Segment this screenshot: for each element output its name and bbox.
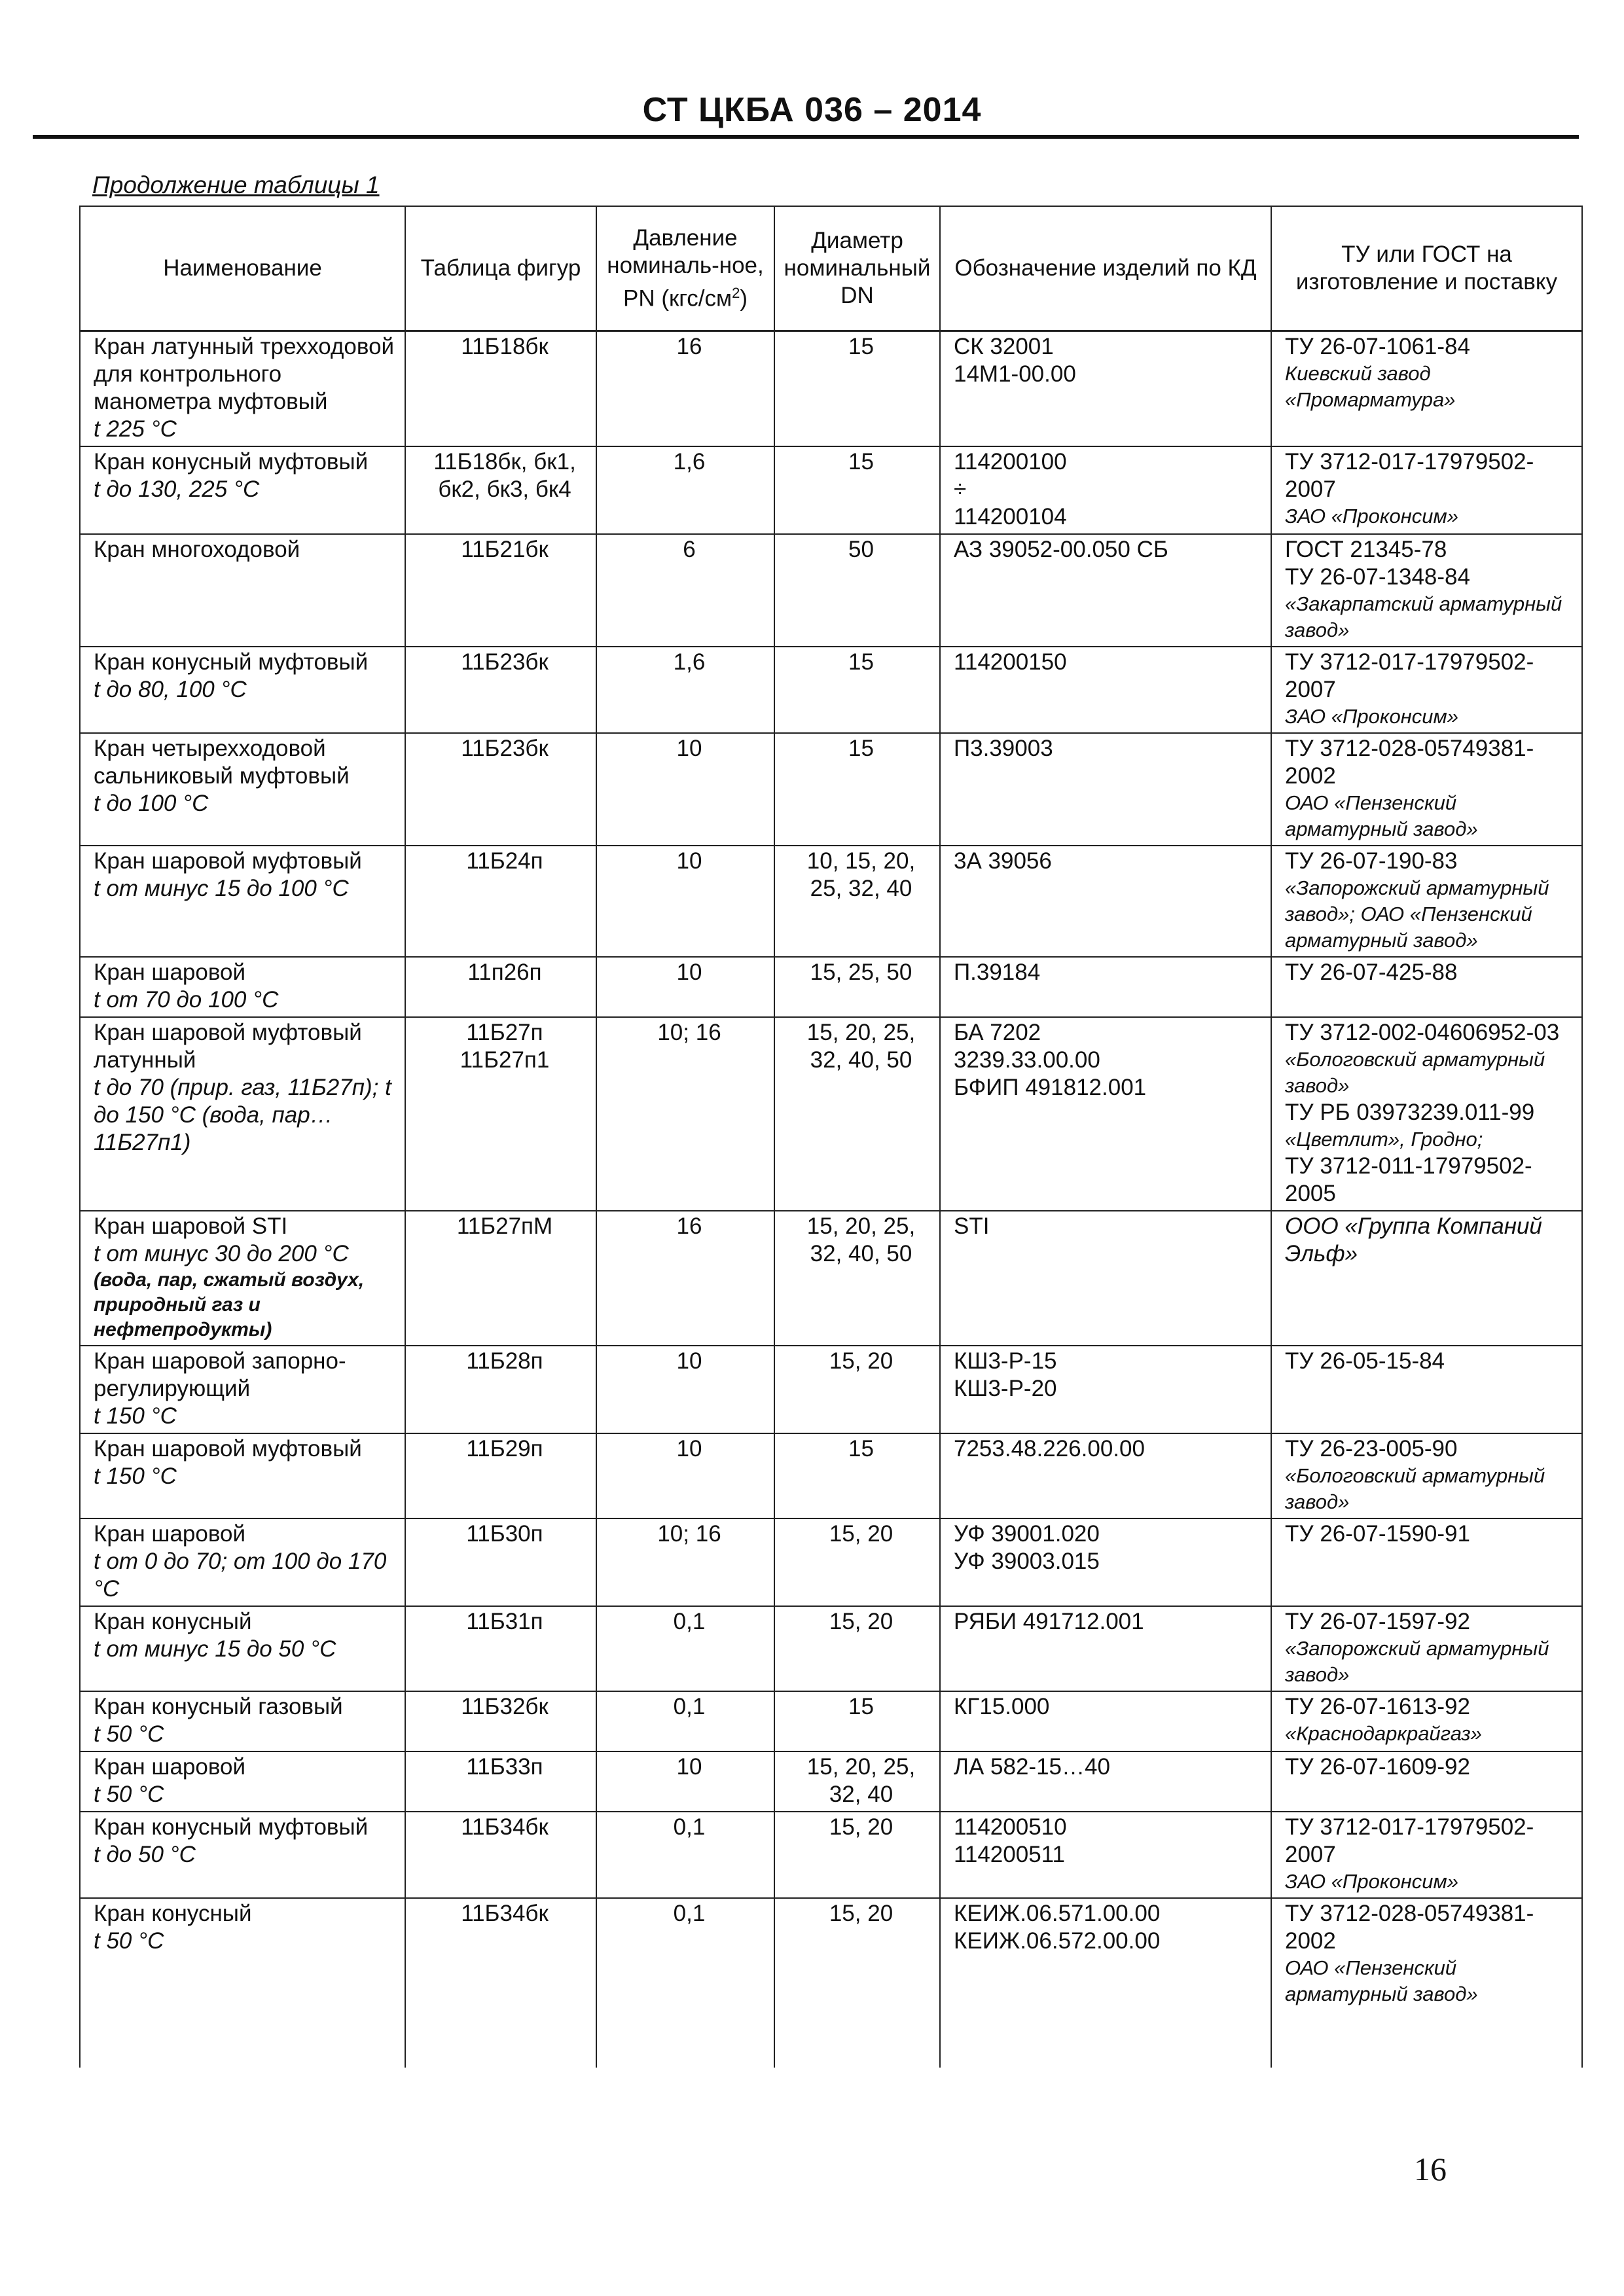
- cell-pressure: [596, 957, 774, 1017]
- table-row: [80, 733, 1582, 846]
- cell-pressure: [596, 534, 774, 647]
- pressure-value: 16: [676, 1213, 702, 1239]
- product-temperature: t от минус 15 до 100 °С: [94, 876, 349, 901]
- figure-code: 11Б23бк: [461, 736, 549, 761]
- table-row: [80, 957, 1582, 1017]
- designation-code: КГ15.000: [954, 1694, 1050, 1719]
- designation-code: ЛА 582-15…40: [954, 1754, 1110, 1780]
- cell-diameter: [774, 1812, 940, 1898]
- cell-diameter: [774, 1751, 940, 1812]
- cell-designation: [940, 846, 1271, 957]
- designation-code: 7253.48.226.00.00: [954, 1436, 1145, 1462]
- cell-name: [80, 1751, 405, 1812]
- cell-pressure: [596, 1211, 774, 1346]
- col-header-diameter: Диаметр номинальный DN: [774, 206, 940, 331]
- cell-designation: [940, 1691, 1271, 1751]
- diameter-value: 15, 20, 25, 32, 40, 50: [806, 1020, 916, 1073]
- cell-designation: [940, 331, 1271, 447]
- cell-standard: [1271, 1898, 1582, 2010]
- designation-code: 114200100: [954, 449, 1067, 475]
- manufacturer: ЗАО «Проконсим»: [1285, 1870, 1459, 1893]
- diameter-value: 15, 20: [829, 1521, 893, 1547]
- cell-pressure: [596, 446, 774, 534]
- diameter-value: 15: [848, 1436, 874, 1462]
- product-temperature: t 50 °С: [94, 1721, 164, 1747]
- manufacturer: ЗАО «Проконсим»: [1285, 505, 1459, 528]
- pressure-value: 1,6: [673, 449, 706, 475]
- manufacturer: «Цветлит», Гродно;: [1285, 1128, 1483, 1151]
- standard-code: ТУ 3712-017-17979502-2007: [1285, 1814, 1534, 1867]
- cell-figure: [405, 1606, 596, 1691]
- cell-name: [80, 1017, 405, 1211]
- standard-code: ТУ 3712-017-17979502-2007: [1285, 449, 1534, 502]
- designation-code: РЯБИ 491712.001: [954, 1609, 1144, 1634]
- cell-name: [80, 534, 405, 647]
- cell-figure: [405, 733, 596, 846]
- cell-standard: [1271, 733, 1582, 846]
- pressure-value: 1,6: [673, 649, 706, 675]
- table-row: [80, 446, 1582, 534]
- cell-standard: [1271, 1691, 1582, 1751]
- product-name: Кран латунный трехходовой для контрольного манометра муфтовый: [94, 334, 395, 414]
- standard-code: ТУ 3712-017-17979502-2007: [1285, 649, 1534, 702]
- cell-designation: [940, 957, 1271, 1017]
- figure-code: 11Б27пМ: [456, 1213, 553, 1239]
- designation-code: АЗ 39052-00.050 СБ: [954, 537, 1168, 562]
- cell-figure: [405, 1346, 596, 1433]
- empty-cell: [1271, 2010, 1582, 2068]
- cell-standard: [1271, 846, 1582, 957]
- manufacturer: ОАО «Пензенский арматурный завод»: [1285, 791, 1478, 840]
- table-body: [80, 331, 1582, 2068]
- cell-diameter: [774, 1518, 940, 1606]
- cell-standard: [1271, 1211, 1582, 1346]
- cell-designation: [940, 733, 1271, 846]
- cell-pressure: [596, 1606, 774, 1691]
- col-header-pressure-text: Давление номиналь-ное, PN (кгс/см: [607, 224, 764, 312]
- cell-diameter: [774, 1433, 940, 1518]
- diameter-value: 15: [848, 334, 874, 359]
- cell-diameter: [774, 1606, 940, 1691]
- manufacturer: ОАО «Пензенский арматурный завод»: [1285, 1956, 1478, 2005]
- empty-cell: [405, 2010, 596, 2068]
- table-caption: Продолжение таблицы 1: [92, 171, 380, 198]
- cell-designation: [940, 1433, 1271, 1518]
- standard-code: ТУ РБ 03973239.011-99: [1285, 1100, 1535, 1125]
- cell-pressure: [596, 1518, 774, 1606]
- col-header-standard: ТУ или ГОСТ на изготовление и поставку: [1271, 206, 1582, 331]
- standard-code: ТУ 26-07-1348-84: [1285, 564, 1470, 590]
- col-header-designation: Обозначение изделий по КД: [940, 206, 1271, 331]
- cell-figure: [405, 1812, 596, 1898]
- cell-name: [80, 647, 405, 733]
- product-temperature: t 50 °С: [94, 1928, 164, 1954]
- col-header-name: Наименование: [80, 206, 405, 331]
- cell-pressure: [596, 1812, 774, 1898]
- designation-code: 114200104: [954, 504, 1067, 529]
- cell-designation: [940, 1518, 1271, 1606]
- col-header-pressure-end: ): [740, 285, 748, 312]
- diameter-value: 15, 20, 25, 32, 40, 50: [806, 1213, 916, 1266]
- figure-code: 11Б29п: [466, 1436, 543, 1462]
- empty-cell: [80, 2010, 405, 2068]
- cell-figure: [405, 846, 596, 957]
- table-row: [80, 331, 1582, 447]
- figure-code: 11Б34бк: [461, 1901, 549, 1926]
- page-header-title: СТ ЦКБА 036 – 2014: [642, 91, 982, 129]
- product-name: Кран конусный газовый: [94, 1694, 343, 1719]
- pressure-value: 6: [683, 537, 696, 562]
- cell-diameter: [774, 846, 940, 957]
- pressure-value: 0,1: [673, 1814, 706, 1840]
- product-temperature: t до 70 (прир. газ, 11Б27п); t до 150 °С (вода, пар…11Б27п1): [94, 1075, 391, 1155]
- designation-code: 3239.33.00.00: [954, 1047, 1100, 1073]
- standard-code: ТУ 26-23-005-90: [1285, 1436, 1458, 1462]
- diameter-value: 10, 15, 20, 25, 32, 40: [806, 848, 916, 901]
- cell-designation: [940, 1606, 1271, 1691]
- designation-code: КЕИЖ.06.571.00.00: [954, 1901, 1161, 1926]
- cell-pressure: [596, 1751, 774, 1812]
- cell-designation: [940, 1346, 1271, 1433]
- cell-designation: [940, 1751, 1271, 1812]
- table-row: [80, 1433, 1582, 1518]
- standard-code: ТУ 26-07-1597-92: [1285, 1609, 1470, 1634]
- pressure-value: 0,1: [673, 1609, 706, 1634]
- pressure-value: 10: [676, 960, 702, 985]
- designation-code: УФ 39001.020: [954, 1521, 1100, 1547]
- cell-name: [80, 1211, 405, 1346]
- standard-code: ТУ 3712-011-17979502-2005: [1285, 1153, 1532, 1206]
- diameter-value: 15: [848, 1694, 874, 1719]
- standard-code: ТУ 3712-002-04606952-03: [1285, 1020, 1560, 1045]
- cell-diameter: [774, 647, 940, 733]
- table-row: [80, 534, 1582, 647]
- cell-diameter: [774, 331, 940, 447]
- pressure-value: 0,1: [673, 1901, 706, 1926]
- product-temperature: t от минус 30 до 200 °С: [94, 1241, 349, 1266]
- designation-code: 114200150: [954, 649, 1067, 675]
- manufacturer: «Бологовский арматурный завод»: [1285, 1464, 1545, 1513]
- designation-code: БА 7202: [954, 1020, 1041, 1045]
- designation-code: STI: [954, 1213, 990, 1239]
- designation-code: БФИП 491812.001: [954, 1075, 1147, 1100]
- table-row: [80, 1518, 1582, 1606]
- cell-designation: [940, 1812, 1271, 1898]
- cell-standard: [1271, 1346, 1582, 1433]
- cell-designation: [940, 647, 1271, 733]
- cell-diameter: [774, 1898, 940, 2010]
- product-temperature: t от минус 15 до 50 °С: [94, 1636, 336, 1662]
- pressure-value: 10; 16: [657, 1020, 721, 1045]
- manufacturer: «Краснодаркрайгаз»: [1285, 1722, 1482, 1745]
- cell-pressure: [596, 846, 774, 957]
- designation-code: 114200510: [954, 1814, 1067, 1840]
- designation-code: П.39184: [954, 960, 1041, 985]
- cell-standard: [1271, 534, 1582, 647]
- cell-name: [80, 331, 405, 447]
- designation-code: 14М1-00.00: [954, 361, 1076, 387]
- cell-standard: [1271, 1017, 1582, 1211]
- table-filler-row: [80, 2010, 1582, 2068]
- cell-standard: [1271, 1518, 1582, 1606]
- standard-code: ТУ 26-07-1609-92: [1285, 1754, 1470, 1780]
- cell-designation: [940, 1898, 1271, 2010]
- table-row: [80, 846, 1582, 957]
- cell-pressure: [596, 1017, 774, 1211]
- figure-code: 11Б34бк: [461, 1814, 549, 1840]
- product-temperature: t 50 °С: [94, 1782, 164, 1807]
- cell-figure: [405, 1433, 596, 1518]
- cell-diameter: [774, 534, 940, 647]
- product-temperature: t от 70 до 100 °С: [94, 987, 279, 1013]
- product-temperature: t от 0 до 70; от 100 до 170 °С: [94, 1549, 387, 1602]
- cell-figure: [405, 1017, 596, 1211]
- cell-name: [80, 1606, 405, 1691]
- figure-code: 11Б18бк, бк1,: [433, 449, 576, 475]
- col-header-table: Таблица фигур: [405, 206, 596, 331]
- cell-figure: [405, 1898, 596, 2010]
- cell-standard: [1271, 331, 1582, 447]
- standard-code: ТУ 26-07-1590-91: [1285, 1521, 1470, 1547]
- cell-figure: [405, 1211, 596, 1346]
- cell-pressure: [596, 1346, 774, 1433]
- cell-name: [80, 1898, 405, 2010]
- cell-standard: [1271, 957, 1582, 1017]
- cell-diameter: [774, 446, 940, 534]
- empty-cell: [596, 2010, 774, 2068]
- diameter-value: 15, 20: [829, 1609, 893, 1634]
- figure-code: 11п26п: [467, 960, 542, 985]
- standard-code: ТУ 26-07-1061-84: [1285, 334, 1470, 359]
- standard-code: ТУ 26-05-15-84: [1285, 1348, 1445, 1374]
- product-name: Кран конусный муфтовый: [94, 1814, 369, 1840]
- figure-code: 11Б18бк: [461, 334, 549, 359]
- diameter-value: 15: [848, 736, 874, 761]
- product-name: Кран шаровой муфтовый: [94, 848, 362, 874]
- figure-code: 11Б27п: [466, 1020, 543, 1045]
- diameter-value: 15, 20: [829, 1348, 893, 1374]
- cell-diameter: [774, 1211, 940, 1346]
- standard-code: ТУ 26-07-425-88: [1285, 960, 1458, 985]
- standard-code: ГОСТ 21345-78: [1285, 537, 1447, 562]
- product-medium-note: (вода, пар, сжатый воздух, природный газ и нефтепродукты): [94, 1269, 365, 1340]
- product-name: Кран конусный муфтовый: [94, 649, 369, 675]
- designation-code: СК 32001: [954, 334, 1054, 359]
- product-name: Кран шаровой: [94, 1754, 246, 1780]
- cell-figure: [405, 446, 596, 534]
- table-row: [80, 1751, 1582, 1812]
- table-row: [80, 647, 1582, 733]
- product-temperature: t до 100 °С: [94, 791, 209, 816]
- pressure-value: 10: [676, 1348, 702, 1374]
- col-header-pressure: [596, 206, 774, 331]
- diameter-value: 15: [848, 649, 874, 675]
- cell-diameter: [774, 1691, 940, 1751]
- cell-designation: [940, 534, 1271, 647]
- cell-figure: [405, 1751, 596, 1812]
- table-row: [80, 1691, 1582, 1751]
- standard-code: ТУ 3712-028-05749381-2002: [1285, 1901, 1534, 1954]
- product-temperature: t 225 °С: [94, 416, 177, 442]
- table-row: [80, 1017, 1582, 1211]
- empty-cell: [774, 2010, 940, 2068]
- table-row: [80, 1898, 1582, 2010]
- cell-name: [80, 1518, 405, 1606]
- manufacturer: «Закарпатский арматурный завод»: [1285, 592, 1562, 641]
- page-number: 16: [1414, 2151, 1447, 2187]
- product-temperature: t до 80, 100 °С: [94, 677, 247, 702]
- cell-pressure: [596, 733, 774, 846]
- designation-code: УФ 39003.015: [954, 1549, 1100, 1574]
- cell-figure: [405, 1518, 596, 1606]
- diameter-value: 15, 20, 25, 32, 40: [806, 1754, 916, 1807]
- cell-pressure: [596, 1433, 774, 1518]
- designation-code: ÷: [954, 476, 967, 502]
- manufacturer: «Запорожский арматурный завод»; ОАО «Пензенский арматурный завод»: [1285, 876, 1549, 952]
- product-name: Кран шаровой муфтовый: [94, 1436, 362, 1462]
- empty-cell: [940, 2010, 1271, 2068]
- table-row: [80, 1346, 1582, 1433]
- cell-designation: [940, 1017, 1271, 1211]
- specification-table: [79, 206, 1583, 2068]
- figure-code: 11Б30п: [466, 1521, 543, 1547]
- manufacturer: Киевский завод «Промарматура»: [1285, 362, 1456, 411]
- designation-code: КЕИЖ.06.572.00.00: [954, 1928, 1161, 1954]
- pressure-value: 10: [676, 1436, 702, 1462]
- cell-pressure: [596, 647, 774, 733]
- cell-name: [80, 846, 405, 957]
- designation-code: 114200511: [954, 1842, 1065, 1867]
- figure-code: бк2, бк3, бк4: [438, 476, 571, 502]
- cell-figure: [405, 1691, 596, 1751]
- cell-figure: [405, 957, 596, 1017]
- cell-standard: [1271, 1812, 1582, 1898]
- cell-name: [80, 446, 405, 534]
- standard-code: ТУ 26-07-190-83: [1285, 848, 1458, 874]
- header-rule: [33, 135, 1579, 139]
- cell-figure: [405, 534, 596, 647]
- product-name: Кран шаровой: [94, 1521, 246, 1547]
- diameter-value: 15, 25, 50: [810, 960, 912, 985]
- product-name: Кран многоходовой: [94, 537, 300, 562]
- figure-code: 11Б28п: [466, 1348, 543, 1374]
- manufacturer: ООО «Группа Компаний Эльф»: [1285, 1213, 1542, 1266]
- designation-code: КШ3-Р-20: [954, 1376, 1057, 1401]
- pressure-value: 16: [676, 334, 702, 359]
- cell-name: [80, 1812, 405, 1898]
- manufacturer: «Бологовский арматурный завод»: [1285, 1048, 1545, 1097]
- cell-diameter: [774, 957, 940, 1017]
- cell-standard: [1271, 1606, 1582, 1691]
- table-row: [80, 1606, 1582, 1691]
- cell-name: [80, 1433, 405, 1518]
- pressure-value: 10; 16: [657, 1521, 721, 1547]
- cell-name: [80, 733, 405, 846]
- cell-standard: [1271, 1433, 1582, 1518]
- cell-standard: [1271, 446, 1582, 534]
- designation-code: 3А 39056: [954, 848, 1052, 874]
- cell-diameter: [774, 1017, 940, 1211]
- product-name: Кран конусный: [94, 1609, 252, 1634]
- pressure-value: 0,1: [673, 1694, 706, 1719]
- manufacturer: «Запорожский арматурный завод»: [1285, 1637, 1549, 1686]
- diameter-value: 15, 20: [829, 1901, 893, 1926]
- cell-figure: [405, 331, 596, 447]
- cell-figure: [405, 647, 596, 733]
- product-name: Кран конусный: [94, 1901, 252, 1926]
- cell-diameter: [774, 1346, 940, 1433]
- figure-code: 11Б24п: [466, 848, 543, 874]
- designation-code: П3.39003: [954, 736, 1053, 761]
- diameter-value: 15, 20: [829, 1814, 893, 1840]
- figure-code: 11Б21бк: [461, 537, 549, 562]
- product-name: Кран шаровой: [94, 960, 246, 985]
- figure-code: 11Б27п1: [460, 1047, 550, 1073]
- product-name: Кран шаровой STI: [94, 1213, 288, 1239]
- product-temperature: t 150 °С: [94, 1403, 177, 1429]
- figure-code: 11Б32бк: [461, 1694, 549, 1719]
- cell-pressure: [596, 331, 774, 447]
- product-name: Кран конусный муфтовый: [94, 449, 369, 475]
- figure-code: 11Б33п: [466, 1754, 543, 1780]
- designation-code: КШ3-Р-15: [954, 1348, 1057, 1374]
- cell-name: [80, 1346, 405, 1433]
- product-name: Кран шаровой запорно-регулирующий: [94, 1348, 346, 1401]
- cell-pressure: [596, 1691, 774, 1751]
- diameter-value: 50: [848, 537, 874, 562]
- cell-pressure: [596, 1898, 774, 2010]
- product-temperature: t до 50 °С: [94, 1842, 196, 1867]
- table-row: [80, 1211, 1582, 1346]
- table-header-row: [80, 206, 1582, 331]
- standard-code: ТУ 26-07-1613-92: [1285, 1694, 1470, 1719]
- cell-name: [80, 957, 405, 1017]
- pressure-value: 10: [676, 848, 702, 874]
- product-name: Кран четырехходовой сальниковый муфтовый: [94, 736, 350, 789]
- cell-designation: [940, 1211, 1271, 1346]
- diameter-value: 15: [848, 449, 874, 475]
- cell-standard: [1271, 647, 1582, 733]
- table-row: [80, 1812, 1582, 1898]
- cell-standard: [1271, 1751, 1582, 1812]
- product-temperature: t 150 °С: [94, 1463, 177, 1489]
- cell-designation: [940, 446, 1271, 534]
- cell-name: [80, 1691, 405, 1751]
- figure-code: 11Б31п: [466, 1609, 543, 1634]
- standard-code: ТУ 3712-028-05749381-2002: [1285, 736, 1534, 789]
- cell-diameter: [774, 733, 940, 846]
- col-header-pressure-sup: 2: [732, 284, 740, 301]
- manufacturer: ЗАО «Проконсим»: [1285, 705, 1459, 728]
- figure-code: 11Б23бк: [461, 649, 549, 675]
- pressure-value: 10: [676, 736, 702, 761]
- product-name: Кран шаровой муфтовый латунный: [94, 1020, 362, 1073]
- product-temperature: t до 130, 225 °С: [94, 476, 260, 502]
- pressure-value: 10: [676, 1754, 702, 1780]
